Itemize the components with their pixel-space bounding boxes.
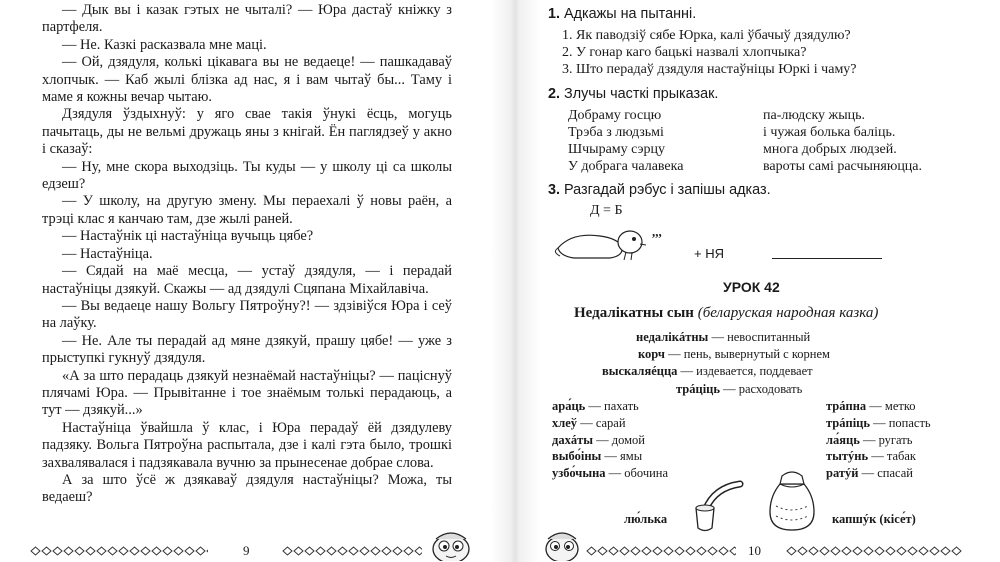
vocab-meaning: — табак bbox=[871, 449, 917, 464]
proverb-start: Добраму госцю bbox=[568, 108, 662, 123]
paragraph: Настаўніца ўвайшла ў клас, і Юра перадаў ёй дзядулеву падзяку. Вольга Пятроўна распытала, дзе і калі гэта было, трошкі захвалявалася і падзякавала вучню за прынесенае добрае слова. bbox=[42, 419, 452, 471]
proverb-end: вароты самі расчыняюцца. bbox=[763, 159, 923, 174]
vocab-word: тытýнь bbox=[826, 449, 869, 464]
proverb-row bbox=[568, 141, 968, 158]
vocab-meaning: — метко bbox=[869, 399, 916, 413]
paragraph: — У школу, на другую змену. Мы пераехалі ў новы раён, а трэці клас я канчаю там, дзе жылі раней. bbox=[42, 193, 452, 227]
caption-pouch: капшýк (кісе́т) bbox=[832, 512, 916, 526]
task-1-heading bbox=[548, 6, 696, 22]
paragraph: «А за што перадаць дзякуй незнаёмай настаўніцы? — пацiснуў плячамі Юра. — Прывітанне і тое знаёмым толькі перадаюць, а тут — дзякуй...» bbox=[42, 367, 452, 419]
task-title: Разгадай рэбус і запішы адказ. bbox=[564, 182, 771, 198]
beaver-icon bbox=[554, 222, 664, 262]
task-number: 1. bbox=[548, 6, 561, 22]
gloss-word: трáціць bbox=[676, 381, 720, 396]
vocab-item bbox=[552, 448, 668, 465]
vocab-item bbox=[552, 432, 668, 449]
lesson-title: УРОК 42 bbox=[723, 279, 780, 295]
proverb-row bbox=[568, 158, 968, 175]
vocab-item bbox=[826, 448, 931, 465]
gloss-word: недалікáтны bbox=[636, 330, 709, 344]
paragraph: Дзядуля ўздыхнуў: у яго свае такія ўнукі ёсць, могуць пачытаць, ды не вельмі дружаць яны з кнігай. Ён паглядзеў у акно і сказаў: bbox=[42, 106, 452, 158]
ornament-border bbox=[30, 546, 208, 556]
right-page bbox=[540, 0, 1000, 562]
paragraph: — Не. Але ты перадай ад мяне дзякуй, прашу цябе! — уже з прыступкі гукнуў дзядуля. bbox=[42, 332, 452, 367]
task-number: 3. bbox=[548, 182, 561, 198]
rebus-rule: Д = Б bbox=[590, 203, 623, 218]
vocab-item bbox=[826, 398, 931, 415]
paragraph: — Ой, дзядуля, колькі цікавага вы не ведаеце! — пашкадаваў хлопчык. — Каб жылі блізка ад нас, я і вам чытаў бы... Таму і маме я кожны вечар чытаю. bbox=[42, 54, 452, 106]
vocab-meaning: — попасть bbox=[873, 415, 931, 430]
vocab-word: трáпна bbox=[826, 399, 867, 413]
task-3-heading bbox=[548, 182, 771, 198]
paragraph: — Настаўнік ці настаўніца вучыць цябе? bbox=[62, 228, 314, 245]
gloss-meaning: — издевается, поддевает bbox=[680, 364, 813, 379]
vocab-word: дахáты bbox=[552, 432, 593, 447]
ornament-border bbox=[786, 546, 962, 556]
vocab-word: хлеў bbox=[552, 415, 578, 430]
vocab-meaning: — сарай bbox=[580, 415, 626, 430]
proverb-row bbox=[568, 124, 968, 141]
vocab-item bbox=[552, 465, 668, 482]
task-title: Адкажы на пытанні. bbox=[564, 6, 697, 22]
story-title-main: Недалікатны сын bbox=[574, 305, 694, 321]
gloss-meaning: — пень, вывернутый с корнем bbox=[668, 347, 830, 362]
vocab-item bbox=[552, 415, 668, 432]
glossary-top bbox=[602, 329, 830, 398]
gloss-word: выскаляéцца bbox=[602, 364, 678, 379]
paragraph: — Настаўніца. bbox=[62, 245, 153, 262]
vocab-word: ла́яць bbox=[826, 432, 860, 447]
vocab-word: узбо́чына bbox=[552, 466, 606, 481]
story-title-subtitle: (беларуская народная казка) bbox=[697, 305, 879, 321]
proverb-end: па-людску жыць. bbox=[763, 108, 865, 123]
cartoon-mascot-icon bbox=[542, 529, 582, 561]
proverb-row bbox=[568, 107, 968, 124]
answer-line bbox=[772, 258, 882, 259]
question: 2. У гонар каго бацькі назвалі хлопчыка? bbox=[562, 45, 807, 60]
vocab-meaning: — домой bbox=[596, 432, 645, 447]
page-number: 9 bbox=[243, 543, 250, 558]
page-number: 10 bbox=[748, 543, 761, 558]
paragraph: — Вы ведаеце нашу Вольгу Пятроўну?! — здзівіўся Юра і сеў на лаўку. bbox=[42, 297, 452, 332]
vocab-word: выбо́іны bbox=[552, 449, 602, 464]
vocab-item bbox=[826, 415, 931, 432]
left-footer bbox=[0, 541, 490, 561]
paragraph: — Не. Казкі расказвала мне маці. bbox=[62, 36, 267, 53]
vocab-word: ратýй bbox=[826, 466, 859, 481]
vocab-left bbox=[552, 398, 668, 482]
paragraph: — Дык вы і казак гэтых не чыталі? — Юра дастаў кніжку з партфеля. bbox=[42, 2, 452, 36]
rebus-suffix: + НЯ bbox=[694, 246, 724, 261]
vocab-word: ара́ць bbox=[552, 399, 586, 413]
proverb-start: Трэба з людзьмі bbox=[568, 125, 664, 140]
gloss-meaning: — расходовать bbox=[723, 381, 803, 396]
vocab-item bbox=[826, 432, 931, 449]
gloss-item bbox=[636, 329, 830, 346]
book-gutter bbox=[490, 0, 540, 562]
tobacco-pouch-icon bbox=[762, 466, 822, 536]
gloss-item bbox=[638, 346, 830, 363]
rebus-quotes: ,,, bbox=[652, 224, 662, 239]
paragraph: — Ну, мне скора выходзіць. Ты куды — у школу ці са школы едзеш? bbox=[42, 158, 452, 193]
task-number: 2. bbox=[548, 86, 561, 102]
story-text bbox=[42, 2, 452, 507]
vocab-item bbox=[826, 465, 931, 482]
task-1-questions bbox=[562, 27, 857, 78]
caption-pipe: лю́лька bbox=[624, 512, 668, 526]
vocab-meaning: — ямы bbox=[604, 449, 643, 464]
vocab-meaning: — ругать bbox=[862, 432, 913, 447]
ornament-border bbox=[586, 546, 736, 556]
vocab-meaning: — спасай bbox=[861, 466, 913, 481]
gloss-word: корч bbox=[638, 347, 665, 362]
cartoon-mascot-icon bbox=[428, 529, 474, 561]
proverb-start: У добрага чалавека bbox=[568, 159, 684, 174]
vocab-meaning: — обочина bbox=[608, 466, 669, 481]
proverb-start: Шчыраму сэрцу bbox=[568, 142, 666, 157]
pipe-icon bbox=[690, 478, 750, 534]
task-title: Злучы часткі прыказак. bbox=[564, 86, 719, 102]
proverb-end: і чужая болька баліць. bbox=[763, 125, 896, 140]
question: 1. Як паводзіў сябе Юрка, калі ўбачыў дзядулю? bbox=[562, 28, 851, 43]
ornament-border bbox=[282, 546, 422, 556]
proverb-pairs bbox=[568, 107, 968, 175]
vocab-meaning: — пахать bbox=[588, 399, 639, 413]
vocab-word: трáпіць bbox=[826, 415, 870, 430]
task-2-heading bbox=[548, 86, 718, 102]
proverb-end: многа добрых людзей. bbox=[763, 142, 897, 157]
story-title bbox=[574, 305, 878, 322]
gloss-item bbox=[676, 381, 830, 398]
paragraph: — Сядай на маё месца, — устаў дзядуля, — і перадай настаўніцы дзякуй. Скажы — ад дзядулі Сцяпана Міхайлавіча. bbox=[42, 263, 452, 297]
vocab-item bbox=[552, 398, 668, 415]
gloss-meaning: — невоспитанный bbox=[711, 330, 811, 344]
paragraph: А за што ўсё ж дзякаваў дзядуля настаўніцы? Можа, ты ведаеш? bbox=[42, 471, 452, 506]
left-page bbox=[0, 0, 490, 562]
gloss-item bbox=[602, 363, 830, 380]
right-footer bbox=[540, 541, 1000, 561]
question: 3. Што перадаў дзядуля настаўніцы Юркі і чаму? bbox=[562, 62, 857, 77]
vocab-right bbox=[826, 398, 931, 482]
